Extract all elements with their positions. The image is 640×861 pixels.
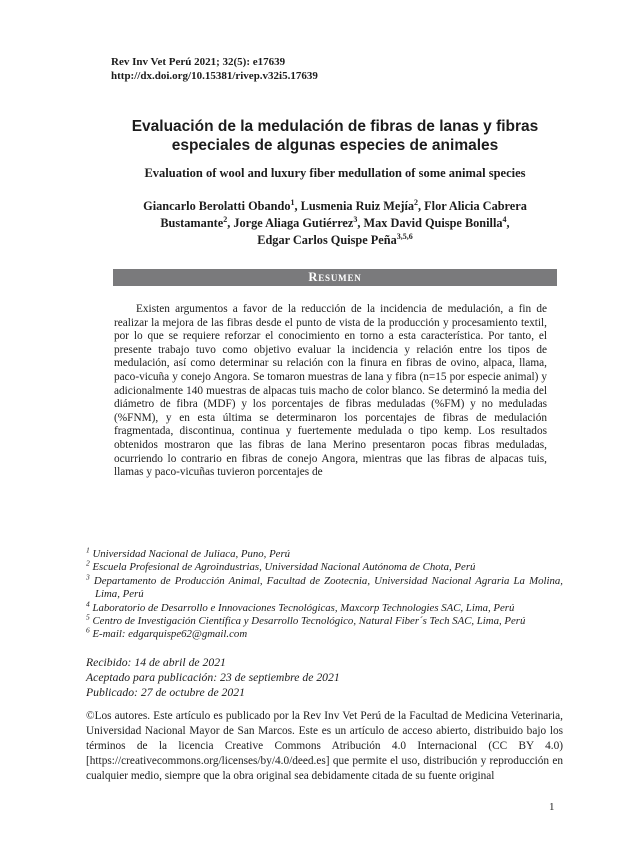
copyright-notice: ©Los autores. Este artículo es publicado por la Rev Inv Vet Perú de la Facultad de Medicina Veterinaria, Universidad Nacional Mayor de San Marcos. Este es un artículo de acceso abierto, distribuido bajo los términos de la licencia Creative Commons Atribución 4.0 Internacional (CC BY 4.0) [https://creativecommons.org/licenses/by/4.0/deed.es] que permite el uso, distribución y reproducción en cualquier medio, siempre que la obra original sea debidamente citada de su fuente original — [86, 710, 563, 782]
author-line: Edgar Carlos Quispe Peña$^{3,5,6}$ — [257, 231, 413, 247]
published-date: Publicado: 27 de octubre de 2021 — [86, 686, 245, 700]
doi-link: http://dx.doi.org/10.15381/rivep.v32i5.17639 — [111, 70, 318, 82]
affiliation-footnote: $^2$ Escuela Profesional de Agroindustrias, Universidad Nacional Autónoma de Chota, Perú — [86, 558, 476, 574]
journal-header — [111, 55, 318, 83]
author-line: Giancarlo Berolatti Obando$^1$, Lusmenia Ruiz Mejía$^2$, Flor Alicia Cabrera — [143, 197, 527, 213]
affiliations-block — [86, 545, 563, 642]
affiliation-footnote: $^3$ Departamento de Producción Animal, Facultad de Zootecnia, Universidad Nacional Agraria La Molina, Lima, Perú — [86, 572, 563, 601]
dates-block — [86, 655, 340, 701]
accepted-date: Aceptado para publicación: 23 de septiembre de 2021 — [86, 671, 340, 685]
authors-block — [98, 198, 572, 249]
affiliation-footnote: $^6$ E-mail: edgarquispe62@gmail.com — [86, 625, 248, 641]
affiliation-footnote: $^4$ Laboratorio de Desarrollo e Innovaciones Tecnológicas, Maxcorp Technologies SAC, Lima, Perú — [86, 599, 515, 614]
author-line: Bustamante$^2$, Jorge Aliaga Gutiérrez$^3$, Max David Quispe Bonilla$^4$, — [160, 214, 510, 230]
affiliation-footnote: $^5$ Centro de Investigación Científica y Desarrollo Tecnológico, Natural Fiber´s Tech SAC, Lima, Perú — [86, 612, 526, 628]
article-title-english: Evaluation of wool and luxury fiber medullation of some animal species — [144, 166, 526, 180]
page-number: 1 — [549, 801, 555, 813]
abstract-text: Existen argumentos a favor de la reducción de la incidencia de medulación, a fin de realizar la mejora de las fibras desde el punto de vista de la producción y procesamiento textil, por lo que se requiere reforzar el conocimiento en torno a esta característica. Por tanto, el presente trabajo tuvo como objetivo evaluar la incidencia y relación entre los tipos de medulación, así como determinar su relación con la finura en fibras de ovino, alpaca, llama, paco-vicuña y conejo Angora. Se tomaron muestras de lana y fibra (n=15 por especie animal) y adicionalmente 140 muestras de alpacas tuis macho de color blanco. Se determinó la media del diámetro de fibra (MDF) y los porcentajes de fibras meduladas (%FM) y no meduladas (%FNM), y en esta última se determinaron los porcentajes de fibras de medulación fragmentada, discontinua, continua y fuertemente medulada o tipo kemp. Los resultados obtenidos mostraron que las fibras de lana Merino presentaron pocas fibras meduladas, ocurriendo lo contrario en fibras de conejo Angora, mientras que las fibras de alpacas tuis, llamas y paco-vicuñas tuvieron porcentajes de — [114, 303, 547, 479]
abstract-section-bar — [113, 269, 557, 286]
journal-citation: Rev Inv Vet Perú 2021; 32(5): e17639 — [111, 56, 286, 68]
abstract-section-label: Resumen — [308, 270, 362, 284]
received-date: Recibido: 14 de abril de 2021 — [86, 656, 226, 669]
affiliation-footnote: $^1$ Universidad Nacional de Juliaca, Puno, Perú — [86, 545, 291, 560]
article-title-spanish: Evaluación de la medulación de fibras de lanas y fibras especiales de algunas especies de animales — [131, 118, 539, 154]
